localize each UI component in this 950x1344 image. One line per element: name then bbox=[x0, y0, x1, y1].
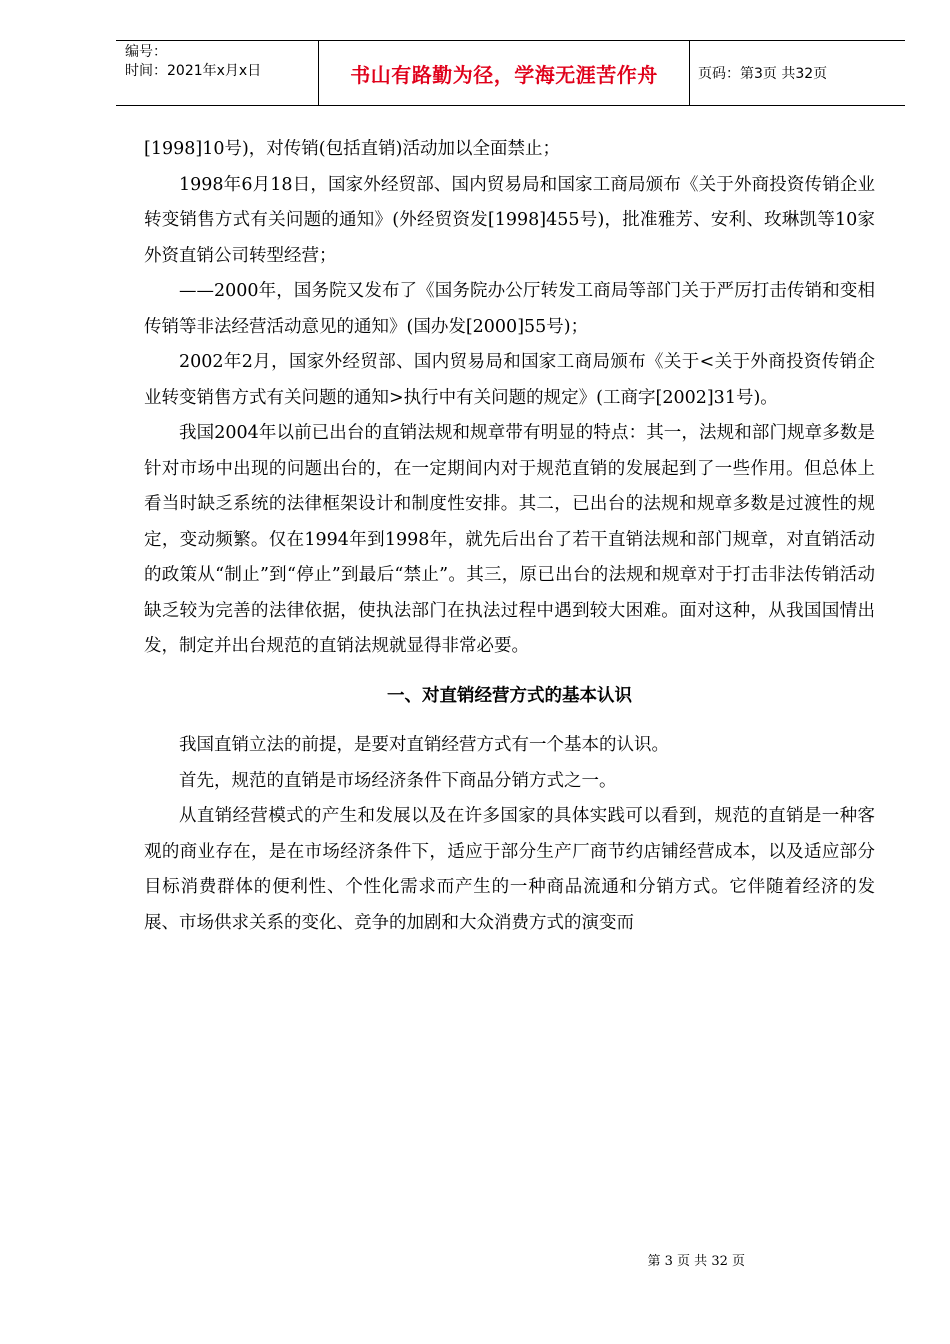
page-footer: 第 3 页 共 32 页 bbox=[647, 1254, 745, 1269]
section-heading: 一、对直销经营方式的基本认识 bbox=[387, 685, 632, 706]
header-motto: 书山有路勤为径，学海无涯苦作舟 bbox=[318, 41, 690, 105]
paragraph: 从直销经营模式的产生和发展以及在许多国家的具体实践可以看到，规范的直销是一种客观的商业存在，是在市场经济条件下，适应于部分生产厂商节约店铺经营成本，以及适应部分目标消费群体的便利性、个性化需求而产生的一种商品流通和分销方式。它伴随着经济的发展、市场供求关系的变化、竞争的加剧和大众消费方式的演变而 bbox=[144, 806, 875, 933]
paragraph: 2002年2月，国家外经贸部、国内贸易局和国家工商局颁布《关于<关于外商投资传销企业转变销售方式有关问题的通知>执行中有关问题的规定》(工商字[2002]31号)。 bbox=[144, 352, 875, 408]
document-body bbox=[144, 132, 875, 941]
paragraph: 1998年6月18日，国家外经贸部、国内贸易局和国家工商局颁布《关于外商投资传销企业转变销售方式有关问题的通知》(外经贸资发[1998]455号)，批准雅芳、安利、玫琳凯等10家外资直销公司转型经营； bbox=[144, 174, 875, 266]
header-page-info: 页码：第3页 共32页 bbox=[698, 66, 828, 82]
paragraph: ——2000年，国务院又发布了《国务院办公厅转发工商局等部门关于严厉打击传销和变相传销等非法经营活动意见的通知》(国办发[2000]55号)； bbox=[144, 281, 875, 337]
paragraph: 我国直销立法的前提，是要对直销经营方式有一个基本的认识。 bbox=[179, 735, 669, 755]
page-header bbox=[116, 40, 905, 106]
paragraph: 首先，规范的直销是市场经济条件下商品分销方式之一。 bbox=[179, 770, 617, 791]
number-label: 编号： bbox=[125, 44, 167, 60]
paragraph: [1998]10号)，对传销(包括直销)活动加以全面禁止； bbox=[144, 139, 560, 159]
paragraph: 我国2004年以前已出台的直销法规和规章带有明显的特点：其一，法规和部门规章多数是针对市场中出现的问题出台的，在一定期间内对于规范直销的发展起到了一些作用。但总体上看当时缺乏系统的法律框架设计和制度性安排。其二，已出台的法规和规章多数是过渡性的规定，变动频繁。仅在1994年到1998年，就先后出台了若干直销法规和部门规章，对直销活动的政策从“制止”到“停止”到最后“禁止”。其三，原已出台的法规和规章对于打击非法传销活动缺乏较为完善的法律依据，使执法部门在执法过程中遇到较大困难。面对这种，从我国国情出发，制定并出台规范的直销法规就显得非常必要。 bbox=[144, 423, 875, 656]
time-label: 时间：2021年x月x日 bbox=[125, 63, 262, 79]
header-meta bbox=[116, 41, 318, 105]
